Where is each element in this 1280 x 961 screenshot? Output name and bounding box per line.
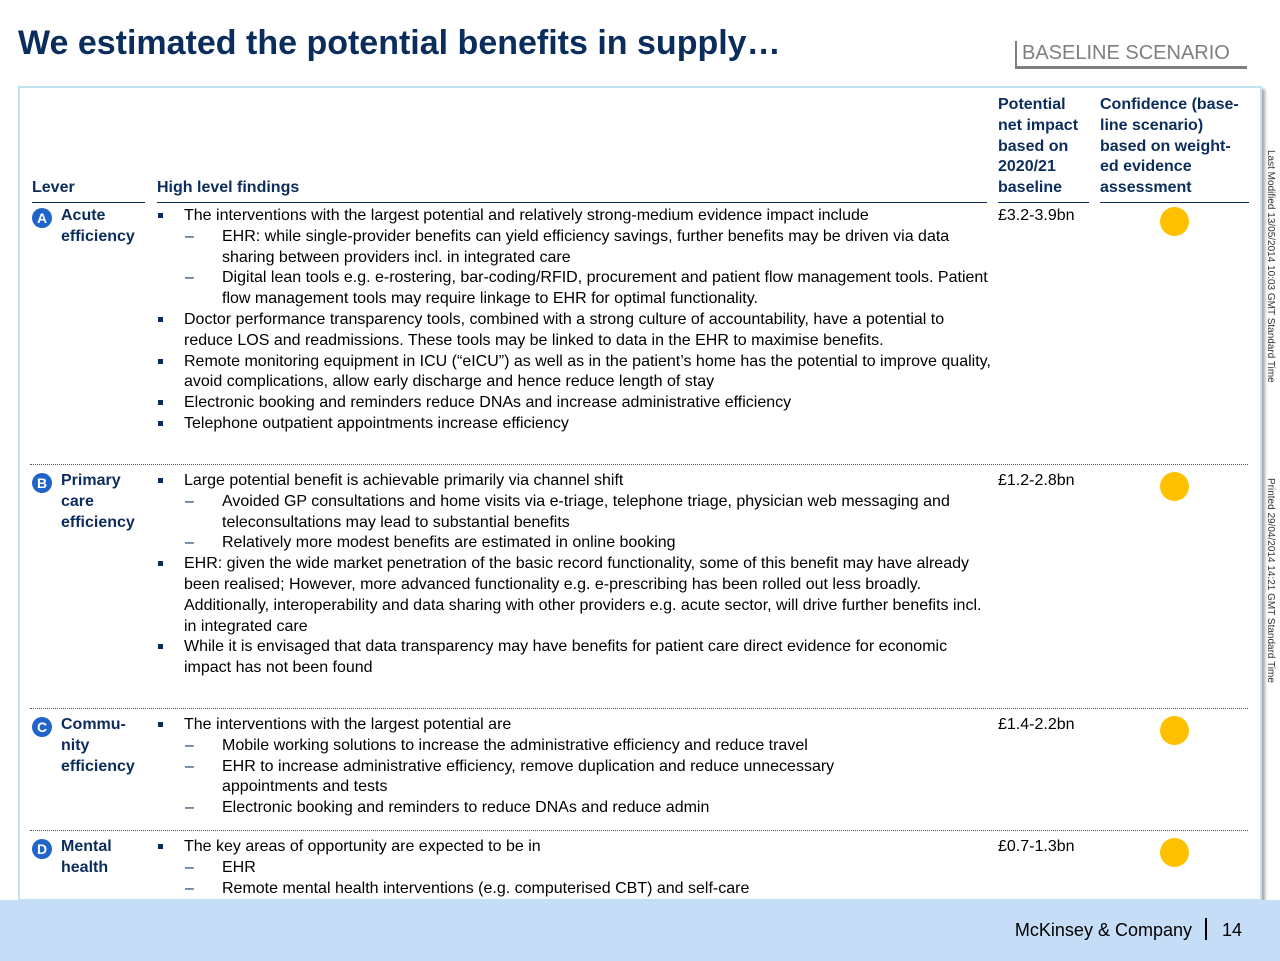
header-confidence: Confidence (base-line scenario) based on weight-ed evidence assessment — [1100, 95, 1249, 203]
findings-list — [157, 206, 992, 435]
finding-item: Doctor performance transparency tools, combined with a strong culture of accountability, have a potential to reduce LOS and readmissions. These tools may be linked to data in the EHR to maximise benefits. — [157, 310, 992, 352]
confidence-dot-icon — [1160, 472, 1189, 501]
header-lever: Lever — [32, 178, 145, 203]
finding-subitem: – EHR: while single-provider benefits can yield efficiency savings, further benefits may be driven via data sharing between providers incl. in integrated care — [157, 227, 992, 269]
finding-item: The interventions with the largest potential are — [157, 715, 992, 736]
lever-letter-badge: B — [32, 473, 52, 493]
printed-note: Printed 29/04/2014 14:21 GMT Standard Time — [1265, 478, 1276, 683]
lever-letter-badge: D — [32, 839, 52, 859]
header-impact: Potential net impact based on 2020/21 baseline — [998, 95, 1089, 203]
finding-item: The interventions with the largest potential and relatively strong-medium evidence impact include — [157, 206, 992, 227]
finding-item: Electronic booking and reminders reduce DNAs and increase administrative efficiency — [157, 393, 992, 414]
finding-subitem: – Avoided GP consultations and home visits via e-triage, telephone triage, physician web messaging and teleconsultations may lead to substantial benefits — [157, 492, 992, 534]
lever-name: Mental health — [61, 838, 112, 876]
company-name: McKinsey & Company — [1014, 920, 1192, 940]
finding-subitem: – Remote mental health interventions (e.g. computerised CBT) and self-care — [157, 879, 992, 900]
finding-item: The key areas of opportunity are expected to be in — [157, 837, 992, 858]
finding-item: Telephone outpatient appointments increase efficiency — [157, 414, 992, 435]
finding-item: Large potential benefit is achievable primarily via channel shift — [157, 471, 992, 492]
finding-item: While it is envisaged that data transparency may have benefits for patient care direct evidence for economic impact has not been found — [157, 637, 992, 679]
row-divider — [30, 464, 1248, 465]
row-divider — [30, 830, 1248, 831]
findings-list — [157, 715, 992, 819]
finding-subitem: – Digital lean tools e.g. e-rostering, bar-coding/RFID, procurement and patient flow management tools. Patient flow management tools may require linkage to EHR for optimal functionality. — [157, 268, 992, 310]
scenario-badge: BASELINE SCENARIO — [1015, 41, 1247, 69]
confidence-dot-icon — [1160, 838, 1189, 867]
lever-name: Acute efficiency — [61, 207, 135, 245]
finding-subitem: – EHR — [157, 858, 992, 879]
page-number: 14 — [1222, 920, 1243, 940]
findings-list — [157, 471, 992, 679]
finding-item: EHR: given the wide market penetration of the basic record functionality, some of this benefit may have already been realised; However, more advanced functionality e.g. e-prescribing has been rolled out less broadly. Additionally, interoperability and data sharing with other providers e.g. acute sector, will drive further benefits incl. in integrated care — [157, 554, 992, 637]
confidence-dot-icon — [1160, 716, 1189, 745]
footer-divider — [1205, 918, 1207, 940]
finding-item: Remote monitoring equipment in ICU (“eICU”) as well as in the patient’s home has the potential to improve quality, avoid complications, allow early discharge and hence reduce length of stay — [157, 352, 992, 394]
finding-subitem: – Mobile working solutions to increase the administrative efficiency and reduce travel — [157, 736, 992, 757]
lever-letter-badge: A — [32, 208, 52, 228]
lever-name: Primary care efficiency — [61, 472, 135, 531]
finding-subitem: – Relatively more modest benefits are estimated in online booking — [157, 533, 992, 554]
finding-subitem: – EHR to increase administrative efficiency, remove duplication and reduce unnecessary appointments and tests — [157, 757, 992, 799]
findings-list — [157, 837, 992, 899]
finding-subitem: – Electronic booking and reminders to reduce DNAs and reduce admin — [157, 798, 992, 819]
row-divider — [30, 708, 1248, 709]
impact-value: £1.2-2.8bn — [998, 472, 1075, 489]
last-modified-note: Last Modified 13/05/2014 10:03 GMT Standard Time — [1265, 150, 1276, 383]
header-findings: High level findings — [157, 178, 987, 203]
confidence-dot-icon — [1160, 207, 1189, 236]
page-title: We estimated the potential benefits in supply… — [18, 24, 781, 62]
lever-name: Commu-nity efficiency — [61, 716, 135, 775]
footer-bar — [0, 900, 1280, 961]
impact-value: £3.2-3.9bn — [998, 207, 1075, 224]
impact-value: £1.4-2.2bn — [998, 716, 1075, 733]
lever-letter-badge: C — [32, 717, 52, 737]
impact-value: £0.7-1.3bn — [998, 838, 1075, 855]
